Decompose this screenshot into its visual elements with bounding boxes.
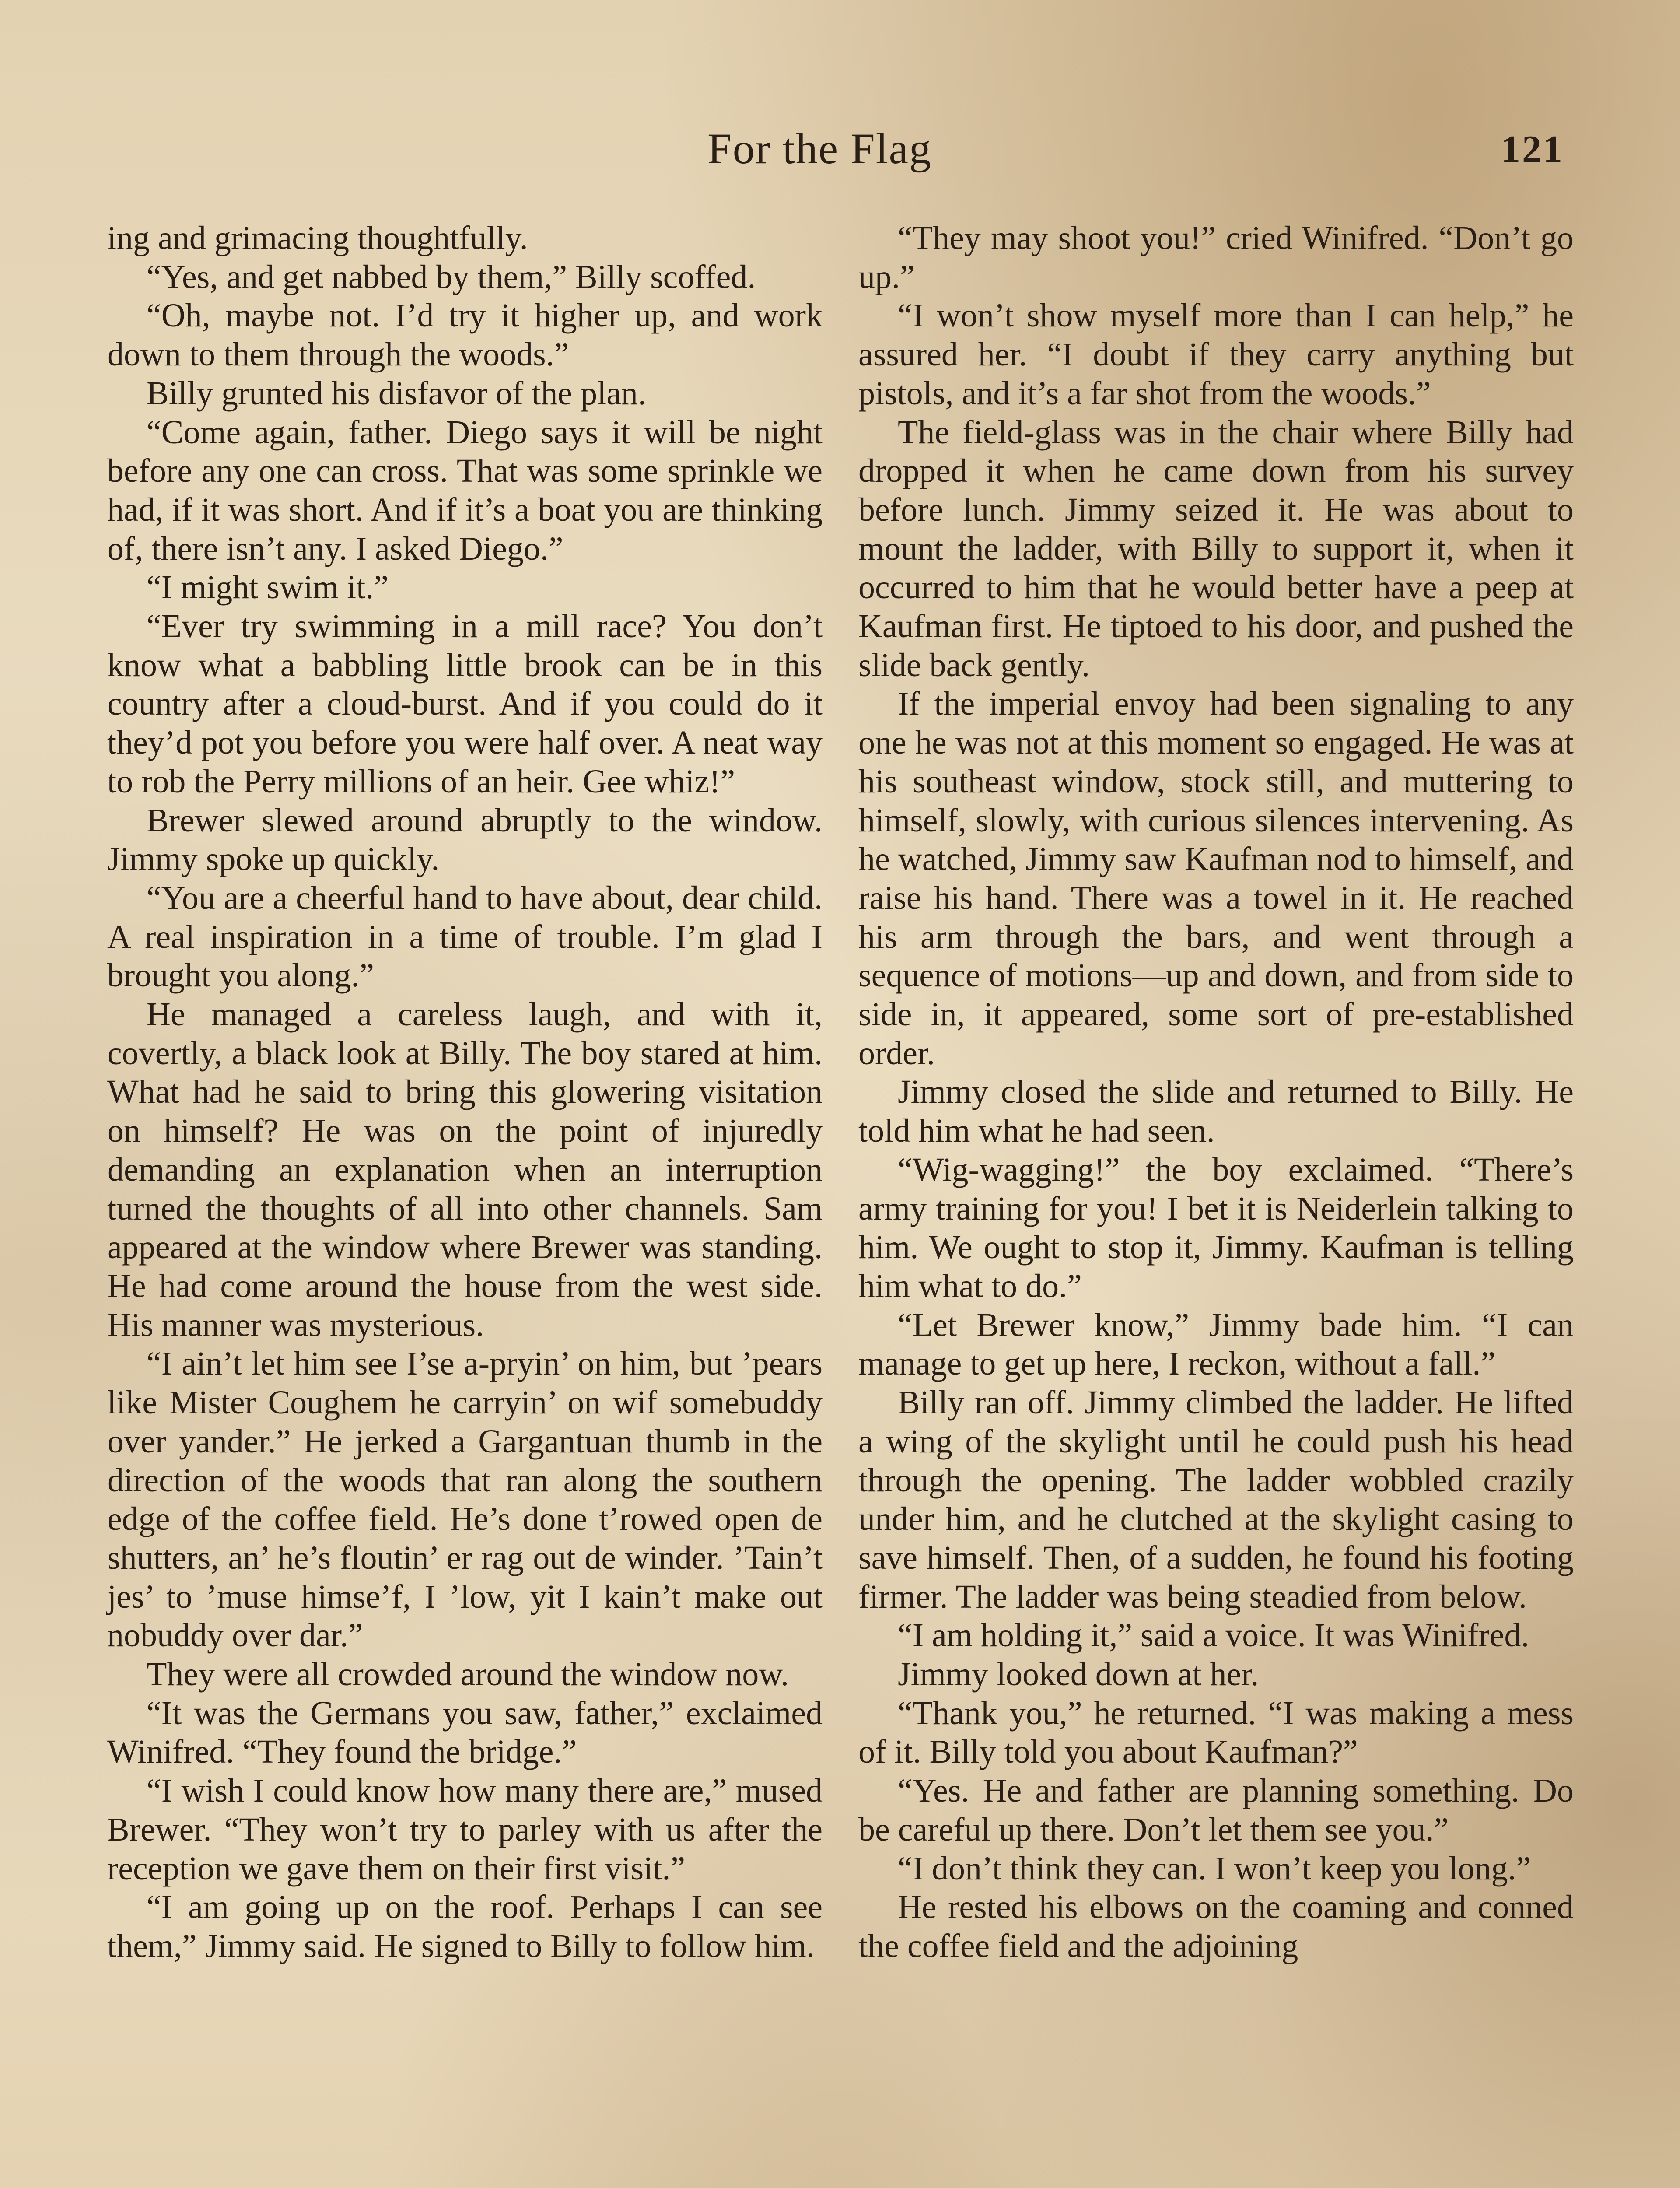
paragraph: “I am going up on the roof. Perhaps I can see them,” Jimmy said. He signed to Billy to follow him. xyxy=(107,1889,822,1964)
paragraph: “I am holding it,” said a voice. It was Winifred. xyxy=(898,1617,1530,1654)
paragraph: “Ever try swimming in a mill race? You don’t know what a babbling little brook can be in this country after a cloud-burst. And if you could do it they’d pot you before you were half over. A neat way to rob the Perry millions of an heir. Gee whiz!” xyxy=(107,608,822,800)
paragraph: “I wish I could know how many there are,” mused Brewer. “They won’t try to parley with us after the reception we gave them on their first visit.” xyxy=(107,1772,822,1887)
paragraph: “Yes. He and father are planning something. Do be careful up there. Don’t let them see you.” xyxy=(858,1772,1574,1848)
paragraph: “They may shoot you!” cried Winifred. “Don’t go up.” xyxy=(858,220,1574,295)
paragraph: Brewer slewed around abruptly to the window. Jimmy spoke up quickly. xyxy=(107,802,822,878)
paragraph: “I won’t show myself more than I can help,” he assured her. “I doubt if they carry anything but pistols, and it’s a far shot from the woods.” xyxy=(858,297,1574,412)
paragraph: He managed a careless laugh, and with it, covertly, a black look at Billy. The boy stared at him. What had he said to bring this glowering visitation on himself? He was on the point of injuredly demanding an explanation when an interruption turned the thoughts of all into other channels. Sam appeared at the window where Brewer was standing. He had come around the house from the west side. His manner was mysterious. xyxy=(107,996,822,1343)
paragraph: “I ain’t let him see I’se a-pryin’ on him, but ’pears like Mister Coughem he carryin’ on wif somebuddy over yander.” He jerked a Gargantuan thumb in the direction of the woods that ran along the southern edge of the coffee field. He’s done t’rowed open de shutters, an’ he’s floutin’ er rag out de winder. ’Tain’t jes’ to ’muse himse’f, I ’low, yit I kain’t make out nobuddy over dar.” xyxy=(107,1345,822,1654)
paragraph: “Let Brewer know,” Jimmy bade him. “I can manage to get up here, I reckon, without a fall.” xyxy=(858,1306,1574,1382)
paragraph: He rested his elbows on the coaming and conned the coffee field and the adjoining xyxy=(858,1889,1574,1964)
paragraph: If the imperial envoy had been signaling to any one he was not at this moment so engaged. He was at his southeast window, stock still, and muttering to himself, slowly, with curious silences intervening. As he watched, Jimmy saw Kaufman nod to himself, and raise his hand. There was a towel in it. He reached his arm through the bars, and went through a sequence of motions—up and down, and from side to side in, it appeared, some sort of pre-established order. xyxy=(858,685,1574,1072)
paragraph: “Yes, and get nabbed by them,” Billy scoffed. xyxy=(147,258,756,295)
left-text-column xyxy=(107,219,822,1966)
paragraph: Jimmy looked down at her. xyxy=(898,1656,1259,1693)
paragraph: “Wig-wagging!” the boy exclaimed. “There’s army training for you! I bet it is Neiderlein talking to him. We ought to stop it, Jimmy. Kaufman is telling him what to do.” xyxy=(858,1151,1574,1304)
right-text-column xyxy=(858,219,1574,1966)
paragraph: “I don’t think they can. I won’t keep you long.” xyxy=(898,1850,1531,1887)
paragraph: “Come again, father. Diego says it will be night before any one can cross. That was some sprinkle we had, if it was short. And if it’s a boat you are thinking of, there isn’t any. I asked Diego.” xyxy=(107,414,822,567)
paragraph: “I might swim it.” xyxy=(147,569,389,606)
paragraph: They were all crowded around the window now. xyxy=(147,1656,789,1693)
paragraph: “It was the Germans you saw, father,” exclaimed Winifred. “They found the bridge.” xyxy=(107,1694,822,1771)
paragraph: “Oh, maybe not. I’d try it higher up, and work down to them through the woods.” xyxy=(107,297,822,373)
page-number: 121 xyxy=(1501,128,1564,171)
paragraph: “You are a cheerful hand to have about, dear child. A real inspiration in a time of trouble. I’m glad I brought you along.” xyxy=(107,879,822,994)
paragraph: ing and grimacing thoughtfully. xyxy=(107,220,528,256)
paragraph: Billy ran off. Jimmy climbed the ladder. He lifted a wing of the skylight until he could push his head through the opening. The ladder wobbled crazily under him, and he clutched at the skylight casing to save himself. Then, of a sudden, he found his footing firmer. The ladder was being steadied from below. xyxy=(858,1384,1574,1615)
paragraph: The field-glass was in the chair where Billy had dropped it when he came down from his survey before lunch. Jimmy seized it. He was about to mount the ladder, with Billy to support it, when it occurred to him that he would better have a peep at Kaufman first. He tiptoed to his door, and pushed the slide back gently. xyxy=(858,414,1574,684)
paragraph: Jimmy closed the slide and returned to Billy. He told him what he had seen. xyxy=(858,1073,1574,1150)
paragraph: Billy grunted his disfavor of the plan. xyxy=(147,375,646,412)
running-title: For the Flag xyxy=(707,124,932,173)
paragraph: “Thank you,” he returned. “I was making a mess of it. Billy told you about Kaufman?” xyxy=(858,1694,1574,1771)
